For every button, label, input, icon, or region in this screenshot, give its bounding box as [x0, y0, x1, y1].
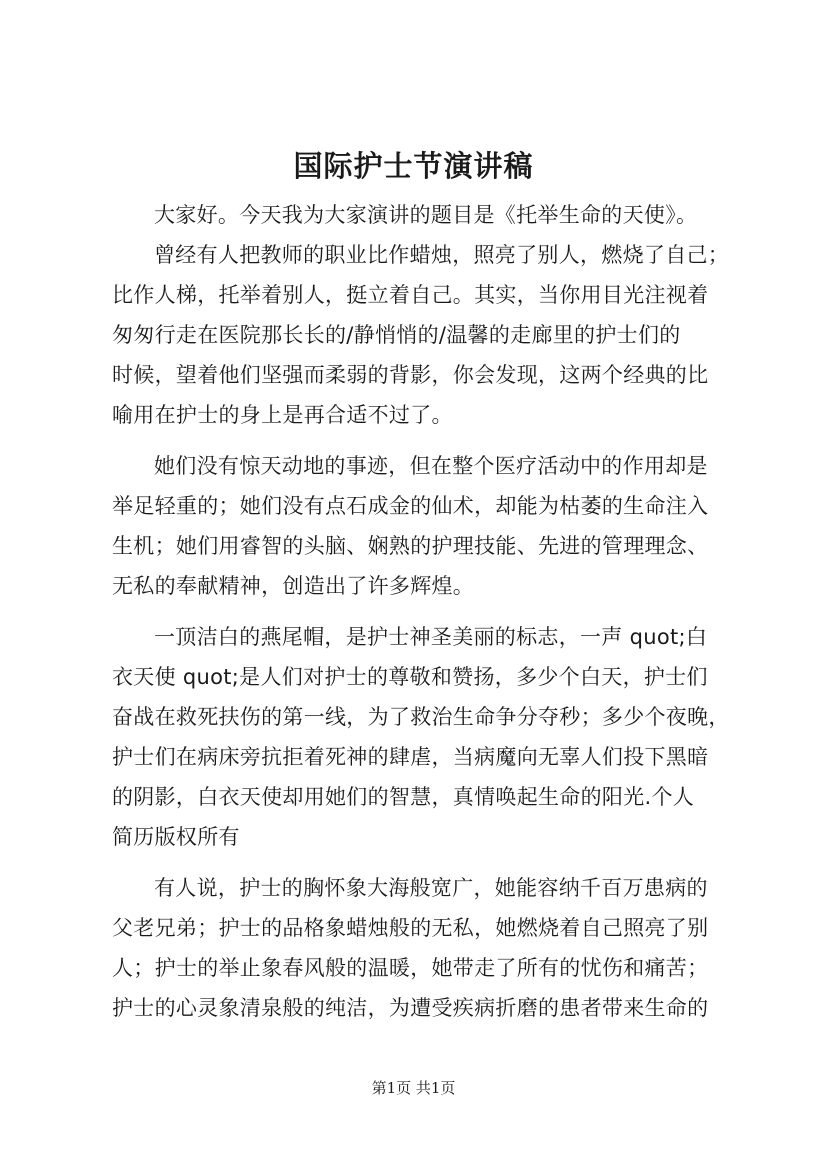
paragraph-spacing — [112, 857, 724, 868]
paragraph-line: 奋战在救死扶伤的第一线，为了救治生命争分夺秒；多少个夜晚， — [112, 705, 730, 729]
paragraph-spacing — [112, 435, 724, 446]
paragraph-line: 一顶洁白的燕尾帽，是护士神圣美丽的标志，一声 quot;白 — [154, 625, 708, 649]
paragraph-line: 的阴影，白衣天使却用她们的智慧，真情唤起生命的阳光.个人 — [112, 785, 695, 809]
paragraph-line: 匆匆行走在医院那长长的/静悄悄的/温馨的走廊里的护士们的 — [112, 323, 681, 347]
paragraph-line: 有人说，护士的胸怀象大海般宽广，她能容纳千百万患病的 — [154, 876, 708, 900]
paragraph-line: 她们没有惊天动地的事迹，但在整个医疗活动中的作用却是 — [154, 454, 708, 478]
paragraph-line: 时候，望着他们坚强而柔弱的背影，你会发现，这两个经典的比 — [112, 363, 709, 387]
page-footer: 第1页 共1页 — [371, 1079, 456, 1097]
paragraph-line: 无私的奉献精神，创造出了许多辉煌。 — [112, 574, 475, 598]
paragraph-line: 人；护士的举止象春风般的温暖，她带走了所有的忧伤和痛苦； — [112, 956, 709, 980]
document-body — [112, 195, 730, 1028]
document-title: 国际护士节演讲稿 — [293, 149, 534, 183]
paragraph-line: 举足轻重的；她们没有点石成金的仙术，却能为枯萎的生命注入 — [112, 494, 709, 518]
paragraph-line: 比作人梯，托举着别人，挺立着自己。其实，当你用目光注视着 — [112, 283, 709, 307]
paragraph-line: 简历版权所有 — [112, 825, 240, 849]
paragraph-line: 护士们在病床旁抗拒着死神的肆虐，当病魔向无辜人们投下黑暗 — [112, 745, 709, 769]
paragraph-line: 护士的心灵象清泉般的纯洁，为遭受疾病折磨的患者带来生命的 — [112, 996, 709, 1020]
paragraph-line: 曾经有人把教师的职业比作蜡烛，照亮了别人，燃烧了自己； — [154, 243, 730, 267]
paragraph-line: 生机；她们用睿智的头脑、娴熟的护理技能、先进的管理理念、 — [112, 534, 709, 558]
paragraph-line: 喻用在护士的身上是再合适不过了。 — [112, 403, 453, 427]
paragraph-line: 父老兄弟；护士的品格象蜡烛般的无私，她燃烧着自己照亮了别 — [112, 916, 709, 940]
paragraph-spacing — [112, 606, 724, 617]
paragraph-line: 大家好。今天我为大家演讲的题目是《托举生命的天使》。 — [154, 203, 698, 227]
paragraph-line: 衣天使 quot;是人们对护士的尊敬和赞扬，多少个白天，护士们 — [112, 665, 708, 689]
